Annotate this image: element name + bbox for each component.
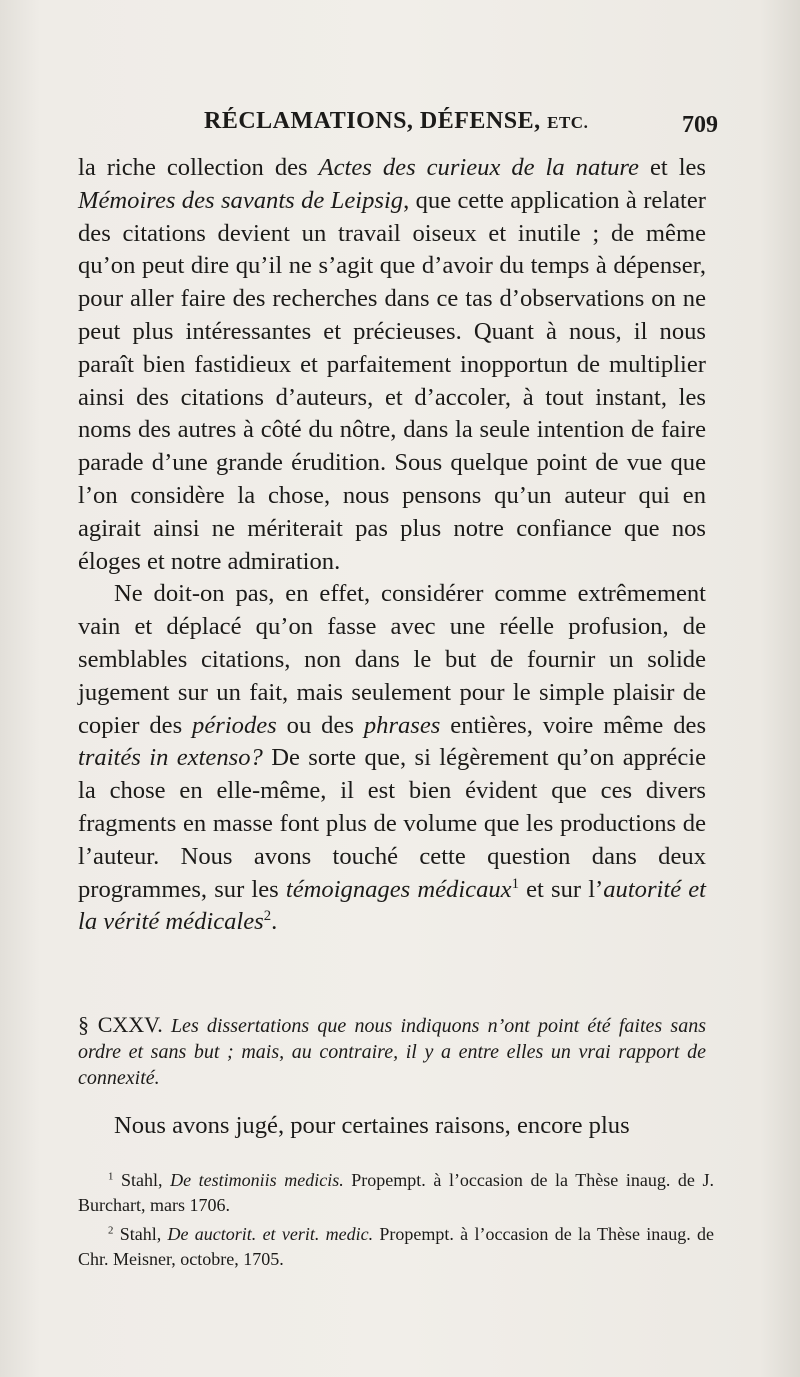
running-head-title: RÉCLAMATIONS, DÉFENSE, — [204, 108, 541, 134]
running-head — [204, 108, 588, 135]
section-summary: Les dissertations que nous indiquons n’ont point été faites sans ordre et sans but ; mais, au contraire, il y a entre elles un vrai rapport de connexité. — [78, 1015, 706, 1089]
text-run: Propempt. à l’occasion de la Thèse inaug. de J. Burchart, mars 1706. — [78, 1170, 714, 1215]
running-head-etc: ETC. — [547, 113, 589, 132]
italic-title: témoignages médicaux — [285, 875, 512, 903]
text-run: De sorte que, si légèrement qu’on apprécie la chose en elle-même, il est bien évident que ces divers fragments en masse font plus de volume que les productions de l’auteur. Nous avons touché cette question dans deux programmes, sur les — [78, 744, 706, 903]
text-run: , que cette application à relater des citations devient un travail oiseux et inutile ; de même qu’on peut dire qu’il ne s’agit que d’avoir du temps à dépenser, pour aller faire des recherches dans ce tas d’observations on ne peut plus intéressantes et précieuses. Quant à nous, il nous paraît bien fastidieux et parfaitement inopportun de multiplier ainsi des citations d’auteurs, et d’accoler, à tout instant, les noms des autres à côté du nôtre, dans la seule intention de faire parade d’une grande érudition. Sous quelque point de vue que l’on considère la chose, nous pensons qu’un auteur qui en agirait ainsi ne mériterait pas plus notre confiance que nos éloges et notre admiration. — [78, 186, 706, 575]
footnote-mark: 1 — [108, 1170, 114, 1183]
footnote-ref-2: 2 — [263, 908, 272, 925]
footnote-2 — [78, 1222, 714, 1272]
italic-title: autorité et la vérité médicales — [78, 875, 707, 936]
italic-title: Actes des curieux de la nature — [318, 154, 639, 181]
footnotes — [78, 1168, 714, 1276]
page-header — [78, 108, 718, 148]
body-text — [78, 152, 706, 939]
text-run: Stahl, — [113, 1170, 171, 1190]
italic-word: périodes — [192, 711, 277, 739]
italic-word: traités in extenso? — [78, 744, 263, 772]
text-run: Stahl, — [113, 1224, 168, 1244]
footnote-ref-1: 1 — [511, 875, 519, 892]
paragraph-1 — [78, 152, 706, 578]
italic-title: De auctorit. et verit. medic. — [167, 1224, 374, 1244]
italic-word: phrases — [363, 711, 441, 739]
italic-title: De testimoniis medicis. — [170, 1170, 344, 1190]
footnote-mark: 2 — [108, 1224, 114, 1237]
text-run: et les — [638, 154, 707, 181]
text-run: la riche collection des — [78, 154, 319, 181]
paragraph-2 — [78, 578, 706, 939]
text-run: Propempt. à l’occasion de la Thèse inaug. de Chr. Meisner, octobre, 1705. — [78, 1224, 714, 1269]
text-run: entières, voire même des — [440, 711, 707, 739]
footnote-1 — [78, 1168, 714, 1218]
text-run: . — [271, 908, 278, 936]
italic-title: Mémoires des savants de Leipsig — [78, 186, 404, 214]
page-number: 709 — [682, 112, 718, 138]
text-run: et sur l’ — [518, 875, 604, 903]
section-number: § CXXV. — [78, 1012, 163, 1037]
section-heading — [78, 1012, 706, 1091]
paragraph-3: Nous avons jugé, pour certaines raisons, encore plus — [114, 1112, 630, 1139]
text-run: ou des — [276, 711, 364, 739]
text-run: Ne doit-on pas, en effet, considérer comme extrêmement vain et déplacé qu’on fasse avec une réelle profusion, de semblables citations, non dans le but de fournir un solide jugement sur un fait, mais seulement pour le simple plaisir de copier des — [78, 580, 706, 739]
